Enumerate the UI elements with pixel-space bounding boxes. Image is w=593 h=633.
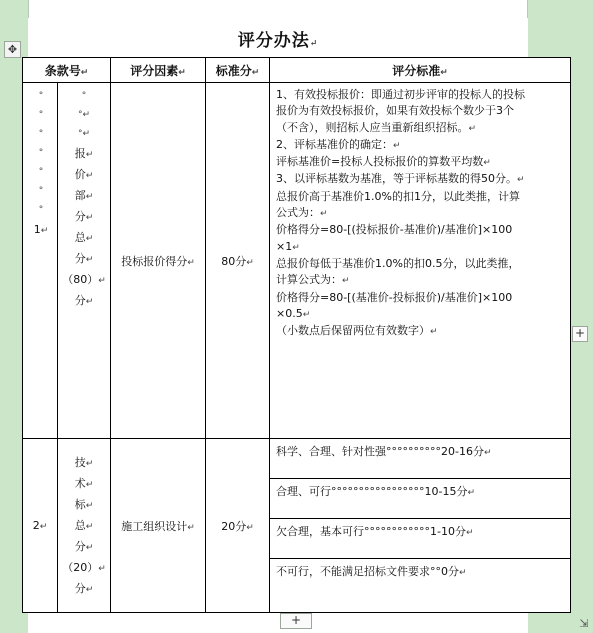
clause-number: 2	[32, 519, 40, 532]
header-points[interactable]: 标准分↵	[206, 58, 270, 83]
criteria-cell[interactable]	[270, 439, 571, 613]
group-char: 价↵	[74, 168, 94, 181]
points-value: 20分	[221, 519, 247, 533]
standard-line: 价格得分=80-[(投标报价-基准价)/基准价]×100	[276, 223, 513, 237]
standard-line: ×0.5↵	[276, 306, 311, 320]
standard-line: 3、以评标基数为基准，等于评标基数的得50分。↵	[276, 172, 525, 186]
criteria-item[interactable]: 合理、可行°°°°°°°°°°°°°°°°°10-15分↵	[270, 479, 570, 519]
standard-line: （不含），则招标人应当重新组织招标。↵	[276, 120, 477, 134]
points-cell[interactable]: 80分↵	[206, 83, 270, 439]
table-move-handle-icon[interactable]: ✥	[4, 41, 21, 58]
header-clause[interactable]: 条款号↵	[23, 58, 111, 83]
group-total-cell[interactable]: ° °↵ °↵ 报↵ 价↵ 部↵ 分↵ 总↵ 分↵ （80）↵ 分↵	[58, 83, 111, 439]
group-char: 分↵	[74, 210, 94, 223]
paragraph-mark: ↵	[309, 39, 319, 49]
points-value: 80分	[221, 254, 247, 268]
criteria-list	[270, 439, 570, 599]
clause-number-cell[interactable]: ° ° ° ° ° ° ° 1↵	[23, 83, 58, 439]
add-row-button[interactable]: +	[280, 613, 312, 629]
table-resize-handle-icon[interactable]: ⇲	[579, 617, 589, 630]
standard-line: ×1↵	[276, 239, 300, 253]
group-char: （20）↵	[62, 561, 106, 574]
header-factor[interactable]: 评分因素↵	[111, 58, 206, 83]
clause-number-cell[interactable]: 2↵	[23, 439, 58, 613]
standard-line: 评标基准价=投标人投标报价的算数平均数↵	[276, 155, 491, 169]
title-text: 评分办法	[237, 31, 310, 51]
standard-cell[interactable]	[270, 83, 571, 439]
group-char: 技↵	[74, 456, 94, 469]
clause-number: 1↵	[33, 223, 49, 236]
group-char: 标↵	[74, 498, 94, 511]
group-char: 术↵	[74, 477, 94, 490]
document-title	[28, 26, 528, 51]
group-total-cell[interactable]	[58, 439, 111, 613]
group-char: 分↵	[74, 540, 94, 553]
group-char: 总↵	[74, 231, 94, 244]
standard-line: 1、有效投标报价：即通过初步评审的投标人的投标	[276, 88, 525, 101]
factor-label: 投标报价得分	[121, 254, 188, 268]
group-char: 分↵	[74, 252, 94, 265]
factor-cell[interactable]: 施工组织设计↵	[111, 439, 206, 613]
standard-line: 价格得分=80-[(基准价-投标报价)/基准价]×100	[276, 290, 513, 304]
criteria-item[interactable]: 科学、合理、针对性强°°°°°°°°°°20-16分↵	[270, 439, 570, 479]
standard-line: 报价为有效投标报价，如果有效投标个数少于3个	[276, 104, 514, 118]
table-row-price	[23, 83, 571, 439]
group-char: 总↵	[74, 519, 94, 532]
page-margin-marker-left	[28, 0, 29, 18]
standard-text	[270, 83, 570, 340]
criteria-item[interactable]: 不可行，不能满足招标文件要求°°0分↵	[276, 565, 467, 578]
group-char: 分↵	[74, 294, 94, 307]
points-cell[interactable]: 20分↵	[206, 439, 270, 613]
add-column-button[interactable]: +	[572, 326, 588, 342]
group-char: （80）↵	[62, 273, 106, 286]
table-row-technical	[23, 439, 571, 613]
header-standard[interactable]: 评分标准↵	[270, 58, 571, 83]
standard-line: （小数点后保留两位有效数字）↵	[276, 324, 438, 338]
group-char: 部↵	[74, 189, 94, 202]
standard-line: 2、评标基准价的确定：↵	[276, 137, 401, 151]
standard-line: 总报价每低于基准价1.0%的扣0.5分，以此类推，	[276, 256, 520, 270]
group-char: 分↵	[74, 582, 94, 595]
factor-cell[interactable]: 投标报价得分↵	[111, 83, 206, 439]
group-char: 报↵	[74, 147, 94, 160]
scoring-table[interactable]	[22, 57, 571, 613]
standard-line: 计算公式为：↵	[276, 273, 350, 287]
page-margin-marker-right	[527, 0, 528, 18]
criteria-item[interactable]: 欠合理，基本可行°°°°°°°°°°°°1-10分↵	[270, 519, 570, 559]
standard-line: 总报价高于基准价1.0%的扣1分，以此类推，计算	[276, 189, 520, 203]
factor-label: 施工组织设计	[121, 519, 188, 533]
standard-line: 公式为：↵	[276, 206, 328, 220]
header-row	[23, 58, 571, 83]
